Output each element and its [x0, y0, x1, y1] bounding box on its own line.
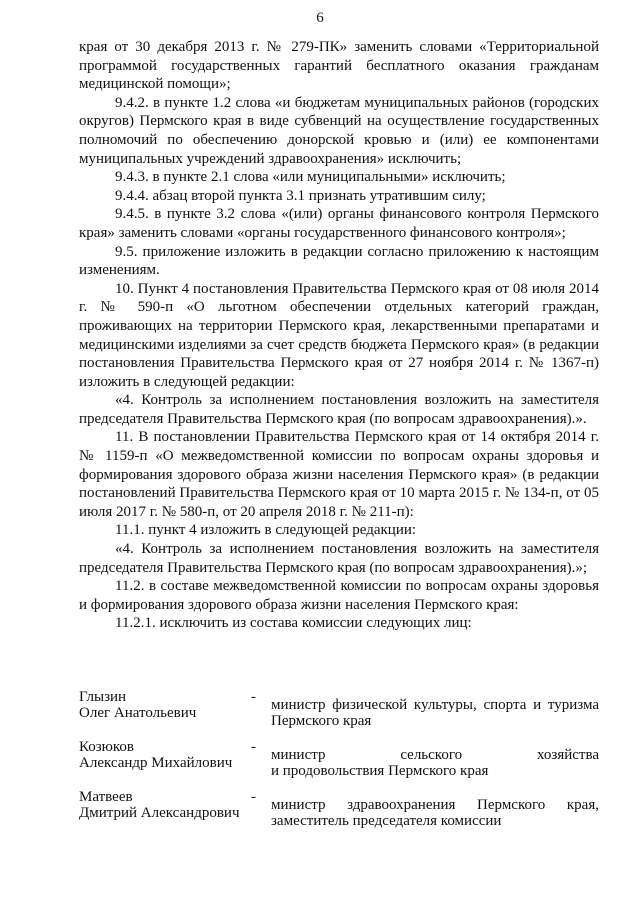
- paragraph-11-2: 11.2. в составе межведомственной комиссии по вопросам охраны здоровья и формирования здорового образа жизни населения Пермского края:: [79, 578, 599, 613]
- member-surname: Глызин: [79, 689, 127, 705]
- member-given-names: Дмитрий Александрович: [79, 804, 240, 821]
- paragraph-9-4-5: 9.4.5. в пункте 3.2 слова «(или) органы финансового контроля Пермского края» заменить словами «органы государственного финансового контроля»;: [79, 206, 599, 241]
- member-given-names: Александр Михайлович: [79, 754, 233, 771]
- commission-members-list: [79, 690, 599, 840]
- paragraph-9-4-2: 9.4.2. в пункте 1.2 слова «и бюджетам муниципальных районов (городских округов) Пермского края в виде субвенций на осуществление государственных полномочий по обеспечению донорской кровью и (или) ее компонентами муниципальных учреждений здравоохранения» исключить;: [79, 94, 599, 167]
- member-dash: -: [251, 689, 256, 705]
- member-role: [271, 790, 599, 829]
- member-row: [79, 740, 599, 779]
- member-role: [271, 690, 599, 729]
- member-row: [79, 690, 599, 729]
- member-role-line1: министр здравоохранения Пермского края,: [271, 797, 599, 813]
- member-name: [79, 690, 251, 729]
- member-dash: -: [251, 739, 256, 755]
- member-role-line2: заместитель председателя комиссии: [271, 812, 502, 829]
- member-given-names: Олег Анатольевич: [79, 704, 197, 721]
- member-surname: Козюков: [79, 739, 134, 755]
- paragraph-11-1: 11.1. пункт 4 изложить в следующей редакции:: [115, 522, 417, 539]
- paragraph-11-1-quote: «4. Контроль за исполнением постановления возложить на заместителя председателя Правительства Пермского края (по вопросам здравоохранения).»;: [79, 541, 599, 576]
- paragraph-9-4-4: 9.4.4. абзац второй пункта 3.1 признать утратившим силу;: [115, 187, 486, 204]
- paragraph-9-4-3: 9.4.3. в пункте 2.1 слова «или муниципальными» исключить;: [115, 169, 506, 186]
- page-number: 6: [316, 10, 324, 26]
- member-role-line1: министр физической культуры, спорта и туризма: [271, 697, 599, 713]
- member-dash: -: [251, 789, 256, 805]
- paragraph-continuation: края от 30 декабря 2013 г. № 279-ПК» заменить словами «Территориальной программой государственных гарантий бесплатного оказания гражданам медицинской помощи»;: [79, 39, 599, 93]
- paragraph-10-quote: «4. Контроль за исполнением постановления возложить на заместителя председателя Правительства Пермского края (по вопросам здравоохранения).».: [79, 392, 599, 427]
- member-row: [79, 790, 599, 829]
- paragraph-11-2-1: 11.2.1. исключить из состава комиссии следующих лиц:: [115, 615, 472, 632]
- member-surname: Матвеев: [79, 789, 133, 805]
- document-body: [79, 38, 599, 633]
- paragraph-9-5: 9.5. приложение изложить в редакции согласно приложению к настоящим изменениям.: [79, 243, 599, 279]
- member-role: [271, 740, 599, 779]
- member-name: [79, 740, 251, 779]
- paragraph-10: 10. Пункт 4 постановления Правительства Пермского края от 08 июля 2014 г. № 590-п «О льготном обеспечении отдельных категорий граждан, проживающих на территории Пермского края, лекарственными препаратами и медицинскими изделиями за счет средств бюджета Пермского края» (в редакции постановления Правительства Пермского края от 27 ноября 2014 г. № 1367-п) изложить в следующей редакции:: [79, 280, 599, 390]
- member-role-line1: министр сельского хозяйства: [271, 747, 599, 763]
- member-role-line2: и продовольствия Пермского края: [271, 762, 489, 779]
- paragraph-11: 11. В постановлении Правительства Пермского края от 14 октября 2014 г. № 1159-п «О межведомственной комиссии по вопросам охраны здоровья и формирования здорового образа жизни населения Пермского края» (в редакции постановлений Правительства Пермского края от 10 марта 2015 г. № 134-п, от 05 июля 2017 г. № 580-п, от 20 апреля 2018 г. № 211-п):: [79, 429, 599, 520]
- member-role-line2: Пермского края: [271, 712, 372, 729]
- member-name: [79, 790, 251, 829]
